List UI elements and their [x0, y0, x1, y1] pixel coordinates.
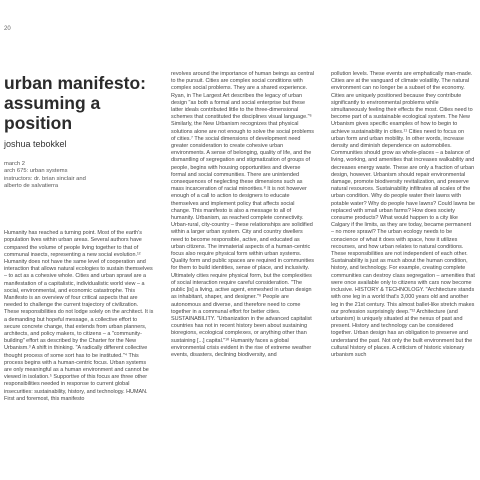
column-1	[4, 73, 154, 403]
column-2	[171, 71, 314, 359]
body-text-column-3: pollution levels. These events are emphatically man-made. Cities are at the vanguard of climate volatility. The natural environment can no longer be a subset of the economy. Cities are uniquely positioned because they contribute significantly to environmental problems while simultaneously feeling their effects the most. Cities need to become part of a sustainable ecological system. The New Urbanism gives specific examples of how to begin to achieve sustainability in cities.¹¹ Cities need to focus on urban form and urban mobility. In other words, increase density and diminish dependence on automobiles. Communities should grow as whole-places – a balance of living, working, and amenities that increases walkability and decreases energy waste. These are only a fraction of urban design, however. Urbanism should repair environmental damage, promote biodiversity revitalization, and preserve natural resources. Sustainability infiltrates all scales of the urban condition. Why do people water their lawns with potable water? Why do people have lawns? Could lawns be replaced with small urban farms? How does society consume products? What would happen to a city like Calgary if the limits, as they are today, became permanent – no more sprawl? The urban ecology needs to be conscience of what it does with space, how it utilizes recourses, and how urban relates to natural conditions. These responsibilities are not independent of each other. Sustainability is just as much about the human condition, history, and technology. For example, creating complete communities can destroy class segregation – amenities that were once available only to citizens with cars now become inclusive. HISTORY & TECHNOLOGY. "Architecture stands with one leg in a world that's 3,000 years old and another leg in the 21st century. This almost ballet-like stretch makes our profession surprisingly deep."¹² Architecture (and urbanism) is uniquely situated at the nexus of past and present. History and technology can be considered together. Urban design has an obligation to preserve and understand the past. Not only the built environment but the cultural history of places. A criticism of historic visionary urbanism such	[331, 71, 475, 358]
body-text-column-2: revolves around the importance of human beings as central to the pursuit. Cities are complex social conditions with complex social problems. They are a shared experience. Ryan, in The Largest Art describes the legacy of urban design "as both a formal and social enterprise but these latter ideals contributed little to the three-dimensional schemes that constituted the disciplines visual language."⁶ Similarly, the New Urbanism recognizes that physical solutions alone are not enough to solve the social problems of cities.⁷ The social dimensions of development need greater consideration to create cohesive urban environments. A sense of belonging, quality of life, and the dismantling of segregation and stigmatization of groups of people, begins with housing opportunities and diverse formal and social communities. There are unintended consequences of neglecting these dimensions such as mass incarceration of racial minorities.⁸ It is not however enough of a call to action to designers to educate themselves and implement policy that affects social change. This manifesto is also a message to all of humanity. Urbanism, as reached complete connectivity. Urban-rural, city-country – these relationships are solidified within a larger urban system. City and country dwellers need to become responsible, active, and educated as urban citizens. The immaterial aspects of a human-centric focus also require physical form within urban systems. Quality form and public spaces are required in communities for them to build identities, sense of place, and inclusivity. Ultimately cities require physical form, but the complexities of social interaction require careful consideration. "The public [is] a living, active agent, enmeshed in urban design as inhabitant, shaper, and designer."⁹ People are autonomous and diverse, and therefore need to come together in a communal effort for better cities. SUSTAINABILITY. "Urbanization in the advanced capitalist countries has not in recent history been about sustaining bioregions, ecological complexes, or anything other than sustaining [...] capital."¹⁰ Humanity faces a global environmental crisis evident in the rise of extreme weather events, disasters, declining biodiversity, and	[171, 71, 314, 358]
column-3	[331, 71, 475, 359]
meta-instructors: instructors: dr. brian sinclair and	[4, 175, 86, 182]
author-name: joshua tebokkel	[4, 139, 67, 149]
title-line: urban manifesto:	[4, 73, 146, 93]
meta-instructors-cont: alberto de salvatierra	[4, 182, 59, 189]
page-number: 20	[4, 26, 11, 32]
title-line: assuming a	[4, 93, 101, 113]
meta-date: march 2	[4, 161, 25, 167]
document-meta	[4, 161, 154, 190]
page-title	[4, 73, 154, 133]
meta-course: arch 675: urban systems	[4, 168, 68, 175]
body-text-column-1: Humanity has reached a turning point. Most of the earth's population lives within urban areas. Several authors have compared the volume of people living together to that of communal insects, representing a new social evolution.¹² Humanity does not have the same level of cooperation and interaction that allows natural ecologies to sustain themselves – to act as a cohesive whole. Cities and urban sprawl are a manifestation of a capitalistic, individualistic world view – a social, environmental, and economic catastrophe. This Manifesto is an overview of four critical aspects that are needed to challenge the current trajectory of civilization. These responsibilities do not lodge solely on the architect. It is a demanding but hopeful message, a collective effort to secure concrete change, that extends from urban planners, architects, and policy makers, to citizens – a "community-building" effort as described by the Charter for the New Urbanism.³ A shift in thinking. "A radically different collective thought process of some sort has to be instituted."⁴ This process begins with a human-centric focus. Urban systems are only meaningful as a human environment and cannot be viewed in isolation.⁵ Supportive of this focus are three other responsibilities needed in response to current global insecurities: sustainability, history, and technology. HUMAN. First and foremost, this manifesto	[4, 230, 154, 402]
title-line: position	[4, 113, 73, 133]
